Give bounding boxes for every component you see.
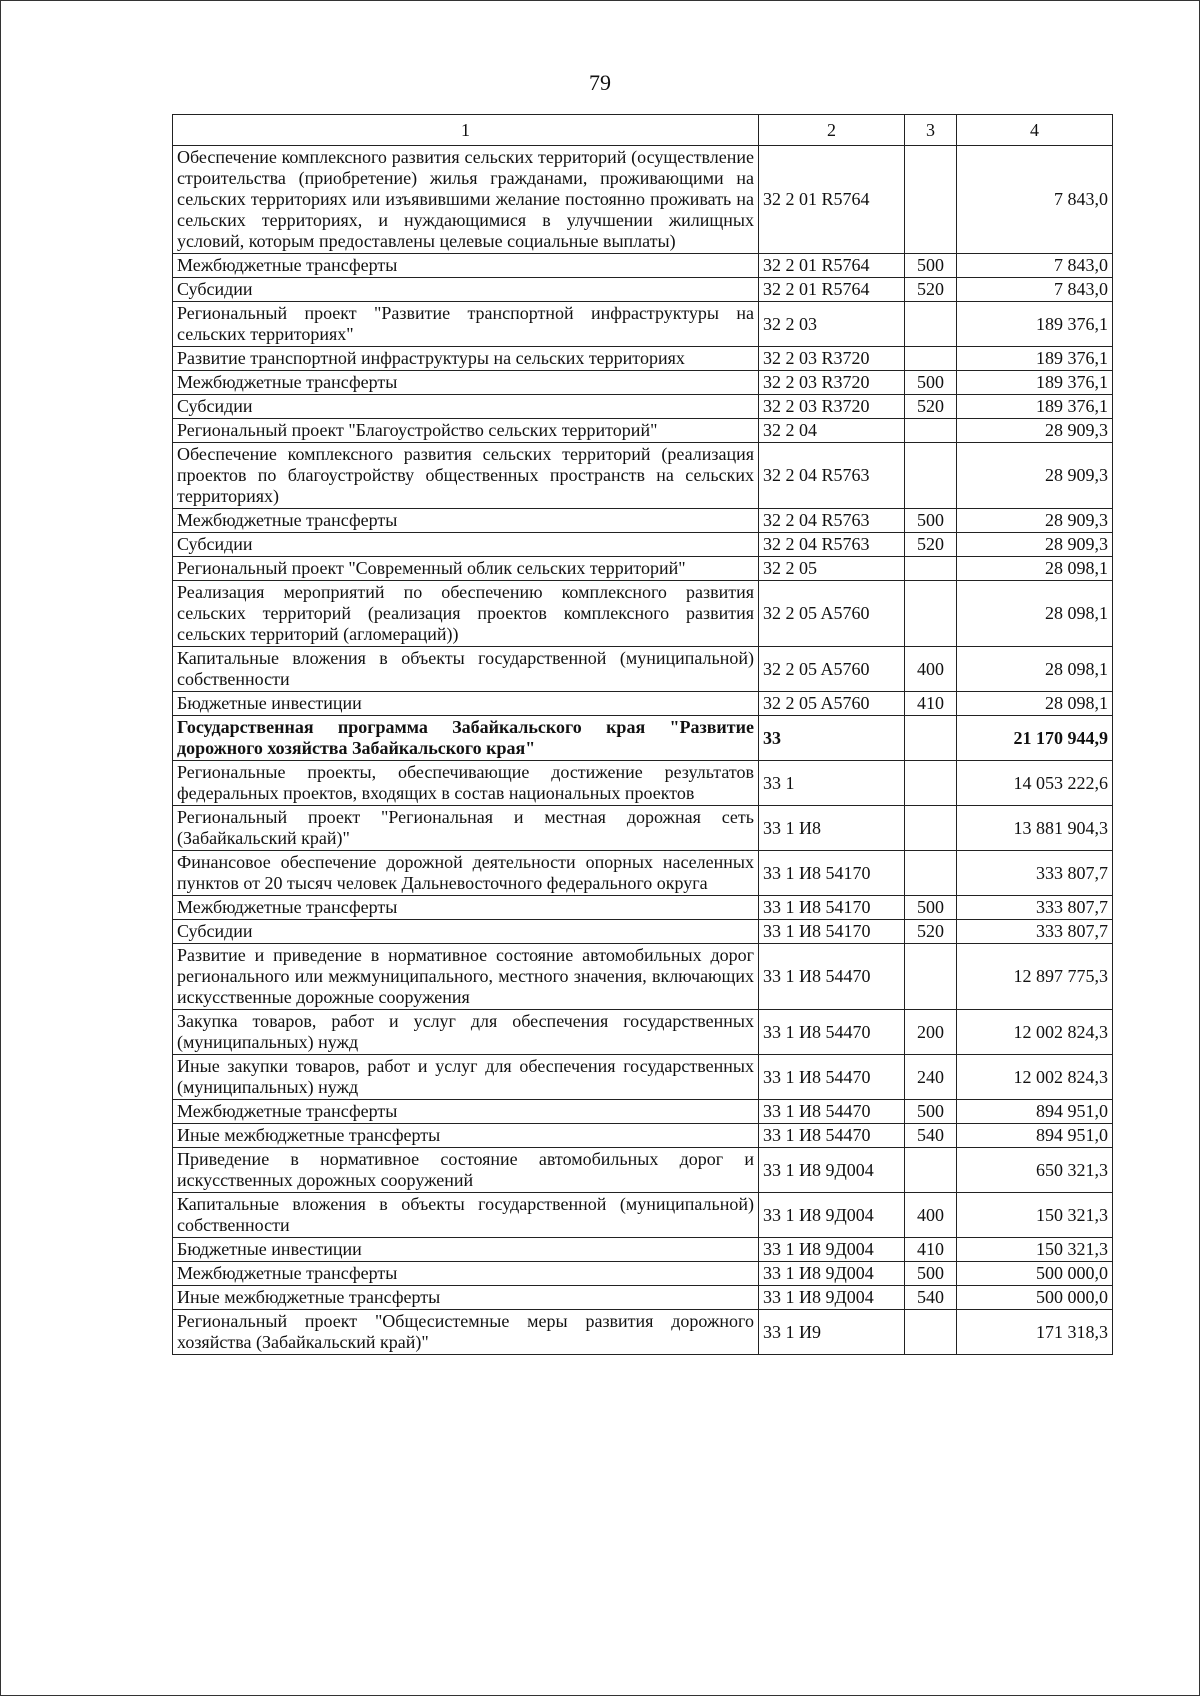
row-code-cell: 33 1 bbox=[759, 761, 905, 806]
row-code-cell: 32 2 05 A5760 bbox=[759, 581, 905, 647]
row-amount-cell: 12 897 775,3 bbox=[957, 944, 1113, 1010]
row-name-cell: Иные закупки товаров, работ и услуг для обеспечения государственных (муниципальных) нужд bbox=[173, 1055, 759, 1100]
row-amount-cell: 12 002 824,3 bbox=[957, 1010, 1113, 1055]
row-expense-type-cell bbox=[905, 1148, 957, 1193]
row-expense-type-cell bbox=[905, 761, 957, 806]
row-name-cell: Капитальные вложения в объекты государственной (муниципальной) собственности bbox=[173, 1193, 759, 1238]
row-name-cell: Развитие транспортной инфраструктуры на сельских территориях bbox=[173, 347, 759, 371]
column-header: 1 bbox=[173, 115, 759, 146]
table-row bbox=[173, 557, 1113, 581]
table-row bbox=[173, 581, 1113, 647]
table-row bbox=[173, 716, 1113, 761]
table-row bbox=[173, 1238, 1113, 1262]
row-code-cell: 33 1 И8 bbox=[759, 806, 905, 851]
row-amount-cell: 7 843,0 bbox=[957, 254, 1113, 278]
row-code-cell: 33 1 И8 9Д004 bbox=[759, 1148, 905, 1193]
row-code-cell: 32 2 01 R5764 bbox=[759, 254, 905, 278]
row-code-cell: 32 2 04 R5763 bbox=[759, 443, 905, 509]
row-expense-type-cell: 500 bbox=[905, 896, 957, 920]
row-name-cell: Межбюджетные трансферты bbox=[173, 254, 759, 278]
row-expense-type-cell: 540 bbox=[905, 1124, 957, 1148]
row-code-cell: 33 1 И8 54470 bbox=[759, 1010, 905, 1055]
row-amount-cell: 7 843,0 bbox=[957, 278, 1113, 302]
row-name-cell: Региональные проекты, обеспечивающие достижение результатов федеральных проектов, входящих в состав национальных проектов bbox=[173, 761, 759, 806]
page-number: 79 bbox=[589, 70, 611, 95]
row-amount-cell: 21 170 944,9 bbox=[957, 716, 1113, 761]
row-name-cell: Субсидии bbox=[173, 278, 759, 302]
column-header: 2 bbox=[759, 115, 905, 146]
row-name-cell: Бюджетные инвестиции bbox=[173, 692, 759, 716]
row-code-cell: 32 2 01 R5764 bbox=[759, 146, 905, 254]
row-code-cell: 33 1 И8 54170 bbox=[759, 851, 905, 896]
row-name-cell: Межбюджетные трансферты bbox=[173, 1100, 759, 1124]
row-expense-type-cell: 500 bbox=[905, 509, 957, 533]
table-row bbox=[173, 692, 1113, 716]
row-code-cell: 33 1 И8 54170 bbox=[759, 896, 905, 920]
row-expense-type-cell bbox=[905, 443, 957, 509]
row-code-cell: 32 2 03 bbox=[759, 302, 905, 347]
row-name-cell: Капитальные вложения в объекты государственной (муниципальной) собственности bbox=[173, 647, 759, 692]
table-row bbox=[173, 1055, 1113, 1100]
row-amount-cell: 28 098,1 bbox=[957, 692, 1113, 716]
row-expense-type-cell: 400 bbox=[905, 1193, 957, 1238]
row-code-cell: 32 2 05 bbox=[759, 557, 905, 581]
row-expense-type-cell: 520 bbox=[905, 533, 957, 557]
row-expense-type-cell bbox=[905, 419, 957, 443]
row-name-cell: Обеспечение комплексного развития сельских территорий (реализация проектов по благоустройству общественных пространств на сельских территориях) bbox=[173, 443, 759, 509]
row-name-cell: Региональный проект "Благоустройство сельских территорий" bbox=[173, 419, 759, 443]
row-code-cell: 32 2 03 R3720 bbox=[759, 371, 905, 395]
row-expense-type-cell: 500 bbox=[905, 371, 957, 395]
row-expense-type-cell: 240 bbox=[905, 1055, 957, 1100]
row-amount-cell: 189 376,1 bbox=[957, 371, 1113, 395]
row-expense-type-cell bbox=[905, 851, 957, 896]
row-expense-type-cell: 500 bbox=[905, 1100, 957, 1124]
table-row bbox=[173, 533, 1113, 557]
table-row bbox=[173, 1262, 1113, 1286]
row-name-cell: Межбюджетные трансферты bbox=[173, 896, 759, 920]
row-name-cell: Субсидии bbox=[173, 395, 759, 419]
row-code-cell: 32 2 03 R3720 bbox=[759, 395, 905, 419]
row-code-cell: 33 1 И8 9Д004 bbox=[759, 1238, 905, 1262]
row-code-cell: 32 2 03 R3720 bbox=[759, 347, 905, 371]
row-code-cell: 33 1 И8 54470 bbox=[759, 1124, 905, 1148]
row-code-cell: 33 1 И8 9Д004 bbox=[759, 1286, 905, 1310]
row-expense-type-cell: 200 bbox=[905, 1010, 957, 1055]
row-amount-cell: 894 951,0 bbox=[957, 1100, 1113, 1124]
table-row bbox=[173, 419, 1113, 443]
row-name-cell: Межбюджетные трансферты bbox=[173, 1262, 759, 1286]
row-amount-cell: 189 376,1 bbox=[957, 302, 1113, 347]
table-row bbox=[173, 254, 1113, 278]
row-code-cell: 33 1 И8 54470 bbox=[759, 944, 905, 1010]
row-amount-cell: 150 321,3 bbox=[957, 1238, 1113, 1262]
table-row bbox=[173, 278, 1113, 302]
row-code-cell: 32 2 01 R5764 bbox=[759, 278, 905, 302]
row-expense-type-cell: 500 bbox=[905, 1262, 957, 1286]
row-name-cell: Государственная программа Забайкальского края "Развитие дорожного хозяйства Забайкальского края" bbox=[173, 716, 759, 761]
table-row bbox=[173, 1193, 1113, 1238]
row-code-cell: 32 2 04 bbox=[759, 419, 905, 443]
table-row bbox=[173, 371, 1113, 395]
table-row bbox=[173, 896, 1113, 920]
row-expense-type-cell bbox=[905, 944, 957, 1010]
row-code-cell: 32 2 05 A5760 bbox=[759, 692, 905, 716]
table-row bbox=[173, 302, 1113, 347]
row-amount-cell: 28 909,3 bbox=[957, 533, 1113, 557]
row-amount-cell: 500 000,0 bbox=[957, 1286, 1113, 1310]
row-expense-type-cell bbox=[905, 1310, 957, 1355]
row-amount-cell: 28 909,3 bbox=[957, 509, 1113, 533]
row-expense-type-cell bbox=[905, 581, 957, 647]
row-code-cell: 33 1 И8 54170 bbox=[759, 920, 905, 944]
budget-table bbox=[172, 114, 1113, 1355]
row-amount-cell: 333 807,7 bbox=[957, 920, 1113, 944]
row-expense-type-cell: 520 bbox=[905, 920, 957, 944]
row-expense-type-cell bbox=[905, 347, 957, 371]
table-row bbox=[173, 395, 1113, 419]
row-name-cell: Субсидии bbox=[173, 533, 759, 557]
row-expense-type-cell: 400 bbox=[905, 647, 957, 692]
row-code-cell: 33 bbox=[759, 716, 905, 761]
row-amount-cell: 333 807,7 bbox=[957, 851, 1113, 896]
row-amount-cell: 650 321,3 bbox=[957, 1148, 1113, 1193]
table-row bbox=[173, 1100, 1113, 1124]
table-row bbox=[173, 1286, 1113, 1310]
row-name-cell: Региональный проект "Современный облик сельских территорий" bbox=[173, 557, 759, 581]
table-row bbox=[173, 509, 1113, 533]
table-row bbox=[173, 851, 1113, 896]
table-body bbox=[173, 146, 1113, 1355]
row-amount-cell: 189 376,1 bbox=[957, 395, 1113, 419]
table-row bbox=[173, 761, 1113, 806]
row-amount-cell: 14 053 222,6 bbox=[957, 761, 1113, 806]
column-header: 3 bbox=[905, 115, 957, 146]
row-expense-type-cell: 410 bbox=[905, 692, 957, 716]
row-expense-type-cell: 520 bbox=[905, 278, 957, 302]
row-name-cell: Обеспечение комплексного развития сельских территорий (осуществление строительства (приобретение) жилья гражданами, проживающими на сельских территориях или изъявившими желание постоянно проживать на сельских территориях, и нуждающимися в улучшении жилищных условий, которым предоставлены целевые социальные выплаты) bbox=[173, 146, 759, 254]
table-row bbox=[173, 1010, 1113, 1055]
row-code-cell: 32 2 04 R5763 bbox=[759, 509, 905, 533]
row-amount-cell: 189 376,1 bbox=[957, 347, 1113, 371]
row-name-cell: Иные межбюджетные трансферты bbox=[173, 1124, 759, 1148]
row-amount-cell: 500 000,0 bbox=[957, 1262, 1113, 1286]
row-code-cell: 32 2 05 A5760 bbox=[759, 647, 905, 692]
row-amount-cell: 12 002 824,3 bbox=[957, 1055, 1113, 1100]
row-amount-cell: 28 098,1 bbox=[957, 581, 1113, 647]
row-amount-cell: 150 321,3 bbox=[957, 1193, 1113, 1238]
row-name-cell: Межбюджетные трансферты bbox=[173, 509, 759, 533]
row-amount-cell: 28 098,1 bbox=[957, 647, 1113, 692]
row-name-cell: Иные межбюджетные трансферты bbox=[173, 1286, 759, 1310]
table-row bbox=[173, 647, 1113, 692]
table-row bbox=[173, 347, 1113, 371]
row-name-cell: Реализация мероприятий по обеспечению комплексного развития сельских территорий (реализация проектов комплексного развития сельских территорий (агломераций)) bbox=[173, 581, 759, 647]
row-amount-cell: 7 843,0 bbox=[957, 146, 1113, 254]
row-name-cell: Финансовое обеспечение дорожной деятельности опорных населенных пунктов от 20 тысяч человек Дальневосточного федерального округа bbox=[173, 851, 759, 896]
row-code-cell: 33 1 И8 9Д004 bbox=[759, 1262, 905, 1286]
table-row bbox=[173, 443, 1113, 509]
row-code-cell: 33 1 И8 54470 bbox=[759, 1055, 905, 1100]
row-amount-cell: 333 807,7 bbox=[957, 896, 1113, 920]
header-row bbox=[173, 115, 1113, 146]
row-amount-cell: 28 909,3 bbox=[957, 443, 1113, 509]
row-expense-type-cell: 520 bbox=[905, 395, 957, 419]
row-code-cell: 33 1 И8 54470 bbox=[759, 1100, 905, 1124]
table-row bbox=[173, 1124, 1113, 1148]
row-expense-type-cell bbox=[905, 716, 957, 761]
row-name-cell: Закупка товаров, работ и услуг для обеспечения государственных (муниципальных) нужд bbox=[173, 1010, 759, 1055]
row-amount-cell: 28 098,1 bbox=[957, 557, 1113, 581]
row-name-cell: Межбюджетные трансферты bbox=[173, 371, 759, 395]
row-expense-type-cell bbox=[905, 806, 957, 851]
row-expense-type-cell bbox=[905, 146, 957, 254]
row-amount-cell: 894 951,0 bbox=[957, 1124, 1113, 1148]
column-header: 4 bbox=[957, 115, 1113, 146]
table-row bbox=[173, 146, 1113, 254]
row-expense-type-cell: 540 bbox=[905, 1286, 957, 1310]
row-name-cell: Региональный проект "Развитие транспортной инфраструктуры на сельских территориях" bbox=[173, 302, 759, 347]
table-row bbox=[173, 944, 1113, 1010]
row-name-cell: Региональный проект "Региональная и местная дорожная сеть (Забайкальский край)" bbox=[173, 806, 759, 851]
row-code-cell: 33 1 И9 bbox=[759, 1310, 905, 1355]
row-amount-cell: 13 881 904,3 bbox=[957, 806, 1113, 851]
row-code-cell: 32 2 04 R5763 bbox=[759, 533, 905, 557]
row-name-cell: Развитие и приведение в нормативное состояние автомобильных дорог регионального или межмуниципального, местного значения, включающих искусственные дорожные сооружения bbox=[173, 944, 759, 1010]
row-name-cell: Региональный проект "Общесистемные меры развития дорожного хозяйства (Забайкальский край)" bbox=[173, 1310, 759, 1355]
row-expense-type-cell bbox=[905, 557, 957, 581]
row-code-cell: 33 1 И8 9Д004 bbox=[759, 1193, 905, 1238]
row-name-cell: Субсидии bbox=[173, 920, 759, 944]
table-row bbox=[173, 920, 1113, 944]
row-expense-type-cell: 410 bbox=[905, 1238, 957, 1262]
row-amount-cell: 28 909,3 bbox=[957, 419, 1113, 443]
table-row bbox=[173, 806, 1113, 851]
table-row bbox=[173, 1310, 1113, 1355]
row-name-cell: Бюджетные инвестиции bbox=[173, 1238, 759, 1262]
row-expense-type-cell: 500 bbox=[905, 254, 957, 278]
row-amount-cell: 171 318,3 bbox=[957, 1310, 1113, 1355]
row-expense-type-cell bbox=[905, 302, 957, 347]
row-name-cell: Приведение в нормативное состояние автомобильных дорог и искусственных дорожных сооружений bbox=[173, 1148, 759, 1193]
table-row bbox=[173, 1148, 1113, 1193]
